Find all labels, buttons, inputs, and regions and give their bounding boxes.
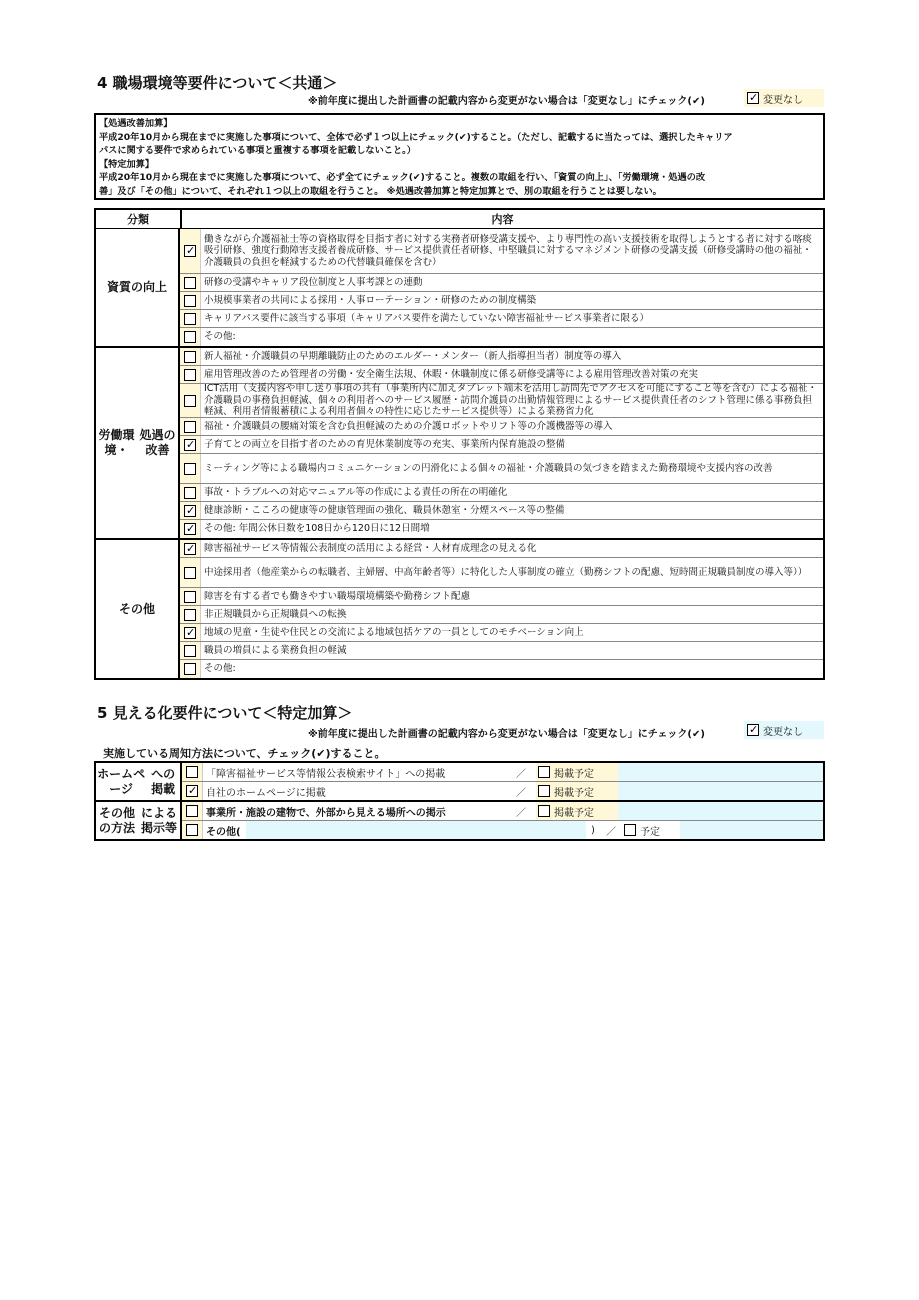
other-input[interactable] [246, 821, 586, 839]
publication-category-line: への掲載 [151, 766, 176, 796]
checkbox-cell [180, 642, 201, 659]
table-row [180, 418, 823, 436]
checkbox-cell [182, 782, 203, 800]
category-label-part: 労働環境・ [98, 428, 135, 457]
item-checkbox[interactable] [184, 245, 196, 257]
plan-cell [536, 802, 618, 820]
checkbox-cell [180, 520, 201, 538]
item-checkbox[interactable] [184, 487, 196, 499]
item-text: 職員の増員による業務負担の軽減 [204, 644, 347, 656]
checkbox-cell [180, 502, 201, 519]
item-checkbox[interactable] [184, 645, 196, 657]
instruction-line: 【特定加算】 [99, 158, 155, 170]
item-text: 地域の児童・生徒や住民との交流による地域包括ケアの一員としてのモチベーション向上 [204, 626, 584, 638]
plan-label: 掲載予定 [554, 807, 594, 819]
item-text: 働きながら介護福祉士等の資格取得を目指す者に対する実務者研修受講支援や、より専門性の高い支援技術を取得しようとする者に対する喀痰吸引研修、強度行動障害支援者養成研修、サービス提供責任者研修、中堅職員に対するマネジメント研修の受講支援（研修受講時の他の福祉・介護職員の負担を軽減するための代替職員確保を含む） [204, 233, 812, 268]
item-checkbox[interactable] [184, 351, 196, 363]
item-text: 研修の受講やキャリア段位制度と人事考課との連動 [204, 276, 423, 288]
checkbox-cell [180, 558, 201, 587]
publication-category [96, 763, 182, 800]
table-row [180, 660, 823, 678]
table-row [180, 624, 823, 642]
instruction-line: パスに関する要件で求められている事項と重複する事項を記載しないこと。） [99, 145, 416, 156]
section5-no-change-label: 変更なし [763, 726, 803, 738]
category-group [96, 540, 823, 678]
other-close-paren: ) [591, 824, 595, 836]
checkbox-cell [180, 624, 201, 641]
checkbox-cell [180, 348, 201, 365]
item-text: ミーティング等による職場内コミュニケーションの円滑化による個々の福祉・介護職員の気づきを踏まえた勤務環境や支援内容の改善 [204, 462, 773, 474]
publication-category-line: その他の方法 [98, 805, 135, 835]
header-content: 内容 [491, 213, 514, 226]
item-text: ICT活用（支援内容や申し送り事項の共有（事業所内に加えタブレット端末を活用し訪問先でアクセスを可能にすること等を含む）による福祉・介護職員の事務負担軽減、個々の利用者へのサービス履歴・訪問介護員の出勤情報管理によるサービス提供責任者のシフト管理に係る事務負担軽減、利用者情報蓄積による利用者個々の特性に応じたサービス提供等）による業務省力化 [204, 383, 817, 418]
item-checkbox[interactable] [184, 439, 196, 451]
item-checkbox[interactable] [184, 395, 196, 407]
publication-row-other [182, 821, 823, 839]
table-row [180, 454, 823, 484]
publication-checkbox[interactable] [186, 785, 198, 797]
item-checkbox[interactable] [184, 505, 196, 517]
publication-row [182, 763, 823, 782]
section5-no-change-checkbox[interactable] [747, 724, 759, 736]
checkbox-cell [180, 384, 201, 417]
publication-label: 「障害福祉サービス等情報公表検索サイト」への掲載 [206, 768, 446, 780]
table-row [180, 642, 823, 660]
section5-title: 5 見える化要件について＜特定加算＞ [97, 704, 353, 722]
section5-note: ※前年度に提出した計画書の記載内容から変更がない場合は「変更なし」にチェック(✔) [308, 729, 705, 740]
checkbox-cell [180, 484, 201, 501]
category-group [96, 348, 823, 540]
publication-label: 事業所・施設の建物で、外部から見える場所への掲示 [206, 807, 446, 819]
header-category: 分類 [96, 210, 182, 228]
slash-separator: ／ [516, 787, 526, 799]
item-checkbox[interactable] [184, 627, 196, 639]
plan-cell [622, 821, 680, 839]
publication-group [96, 802, 823, 839]
checkbox-cell [180, 328, 201, 346]
plan-checkbox[interactable] [538, 805, 550, 817]
table-row [180, 588, 823, 606]
table-header [96, 210, 823, 229]
table-row [180, 436, 823, 454]
item-text: 障害福祉サービス等情報公表制度の活用による経営・人材育成理念の見える化 [204, 542, 537, 554]
publication-checkbox[interactable] [186, 805, 198, 817]
table-row [180, 558, 823, 588]
input-area[interactable] [618, 782, 823, 800]
instruction-line: 平成20年10月から現在までに実施した事項について、必ず全てにチェック(✔)すること。複数の取組を行い、「資質の向上」、「労働環境・処遇の改 [99, 172, 706, 183]
section5-instruction: 実施している周知方法について、チェック(✔)すること。 [103, 747, 386, 760]
section5-table [94, 761, 825, 841]
category-label: その他 [96, 540, 180, 678]
checkbox-cell [180, 418, 201, 435]
section4-note: ※前年度に提出した計画書の記載内容から変更がない場合は「変更なし」にチェック(✔) [308, 96, 705, 107]
table-row [180, 366, 823, 384]
item-checkbox[interactable] [184, 523, 196, 535]
publication-group [96, 763, 823, 802]
table-row [180, 484, 823, 502]
category-items [180, 540, 823, 678]
input-area[interactable] [680, 821, 823, 839]
checkbox-cell [180, 454, 201, 483]
table-row [180, 384, 823, 418]
checkbox-cell [180, 660, 201, 678]
instruction-line: 善」及び「その他」について、それぞれ１つ以上の取組を行うこと。 ※処遇改善加算と特定加算とで、別の取組を行うことは要しない。 [99, 185, 662, 197]
item-checkbox[interactable] [184, 421, 196, 433]
category-items [180, 229, 823, 346]
section4-table [94, 208, 825, 680]
publication-category-line: による掲示等 [140, 805, 177, 835]
instruction-line: 【処遇改善加算】 [99, 118, 173, 129]
item-text: その他: [204, 663, 236, 675]
plan-cell [536, 782, 618, 800]
checkbox-cell [182, 802, 203, 820]
section4-no-change [744, 89, 824, 107]
other-plan-checkbox[interactable] [624, 824, 636, 836]
item-checkbox[interactable] [184, 369, 196, 381]
item-text: 事故・トラブルへの対応マニュアル等の作成による責任の所在の明確化 [204, 486, 508, 498]
plan-label: 掲載予定 [554, 768, 594, 780]
item-checkbox[interactable] [184, 567, 196, 579]
item-text: 新人福祉・介護職員の早期離職防止のためのエルダー・メンター（新人指導担当者）制度等の導入 [204, 350, 622, 362]
item-text: 中途採用者（他産業からの転職者、主婦層、中高年齢者等）に特化した人事制度の確立（勤務シフトの配慮、短時間正規職員制度の導入等）） [204, 566, 808, 578]
item-text: 健康診断・こころの健康等の健康管理面の強化、職員休憩室・分煙スペース等の整備 [204, 504, 565, 516]
item-checkbox[interactable] [184, 663, 196, 675]
plan-label: 掲載予定 [554, 787, 594, 799]
plan-cell [536, 763, 618, 781]
table-row [180, 229, 823, 274]
item-checkbox[interactable] [184, 609, 196, 621]
table-row [180, 348, 823, 366]
table-row [180, 520, 823, 538]
section5-no-change [744, 721, 824, 739]
category-group [96, 229, 823, 348]
checkbox-cell [180, 310, 201, 327]
item-checkbox[interactable] [184, 295, 196, 307]
plan-checkbox[interactable] [538, 766, 550, 778]
checkbox-cell [180, 606, 201, 623]
item-text: その他: [204, 331, 236, 343]
table-row [180, 310, 823, 328]
item-text: 雇用管理改善のため管理者の労働・安全衛生法規、休暇・休職制度に係る研修受講等による雇用管理改善対策の充実 [204, 368, 699, 380]
category-label-part: 処遇の改善 [139, 428, 176, 457]
checkbox-cell [180, 436, 201, 453]
item-text: 障害を有する者でも働きやすい職場環境構築や勤務シフト配慮 [204, 590, 471, 602]
section4-no-change-label: 変更なし [763, 94, 803, 106]
slash-separator: ／ [606, 826, 616, 838]
item-text: 小規模事業者の共同による採用・人事ローテーション・研修のための制度構築 [204, 294, 537, 306]
category-label: 資質の向上 [96, 229, 180, 346]
item-text: 非正規職員から正規職員への転換 [204, 608, 347, 620]
item-checkbox[interactable] [184, 463, 196, 475]
section4-title: 4 職場環境等要件について＜共通＞ [97, 74, 338, 92]
instruction-line: 平成20年10月から現在までに実施した事項について、全体で必ず１つ以上にチェック(✔)すること。（ただし、記載するに当たっては、選択したキャリア [99, 131, 733, 143]
item-checkbox[interactable] [184, 331, 196, 343]
checkbox-cell [180, 588, 201, 605]
item-text: その他: 年間公休日数を108日から120日に12日間増 [204, 523, 430, 535]
item-checkbox[interactable] [184, 277, 196, 289]
publication-rows [182, 763, 823, 800]
item-text: 福祉・介護職員の腰痛対策を含む負担軽減のための介護ロボットやリフト等の介護機器等の導入 [204, 420, 613, 432]
table-row [180, 606, 823, 624]
checkbox-cell [182, 821, 203, 839]
category-items [180, 348, 823, 538]
checkbox-cell [180, 366, 201, 383]
item-checkbox[interactable] [184, 591, 196, 603]
table-row [180, 502, 823, 520]
publication-checkbox[interactable] [186, 766, 198, 778]
other-label: その他( [206, 826, 241, 838]
checkbox-cell [180, 274, 201, 291]
input-area[interactable] [618, 802, 823, 820]
item-text: 子育てとの両立を目指す者のための育児休業制度等の充実、事業所内保育施設の整備 [204, 438, 566, 450]
publication-label: 自社のホームページに掲載 [206, 787, 326, 799]
checkbox-cell [180, 229, 201, 273]
plan-checkbox[interactable] [538, 785, 550, 797]
slash-separator: ／ [516, 768, 526, 780]
category-label [96, 348, 180, 538]
item-text: キャリアパス要件に該当する事項（キャリアパス要件を満たしていない障害福祉サービス事業者に限る） [204, 312, 649, 324]
table-row [180, 328, 823, 346]
item-checkbox[interactable] [184, 313, 196, 325]
input-area[interactable] [618, 763, 823, 781]
publication-category [96, 802, 182, 839]
table-row [180, 292, 823, 310]
publication-rows [182, 802, 823, 839]
checkbox-cell [182, 763, 203, 781]
publication-row [182, 782, 823, 800]
section4-instructions [94, 113, 825, 200]
table-row [180, 274, 823, 292]
slash-separator: ／ [516, 807, 526, 819]
publication-row [182, 802, 823, 821]
item-checkbox[interactable] [184, 543, 196, 555]
publication-category-line: ホームページ [97, 766, 146, 796]
checkbox-cell [180, 292, 201, 309]
other-checkbox[interactable] [186, 824, 198, 836]
table-row [180, 540, 823, 558]
plan-label: 予定 [640, 826, 660, 838]
checkbox-cell [180, 540, 201, 557]
section4-no-change-checkbox[interactable] [747, 92, 759, 104]
